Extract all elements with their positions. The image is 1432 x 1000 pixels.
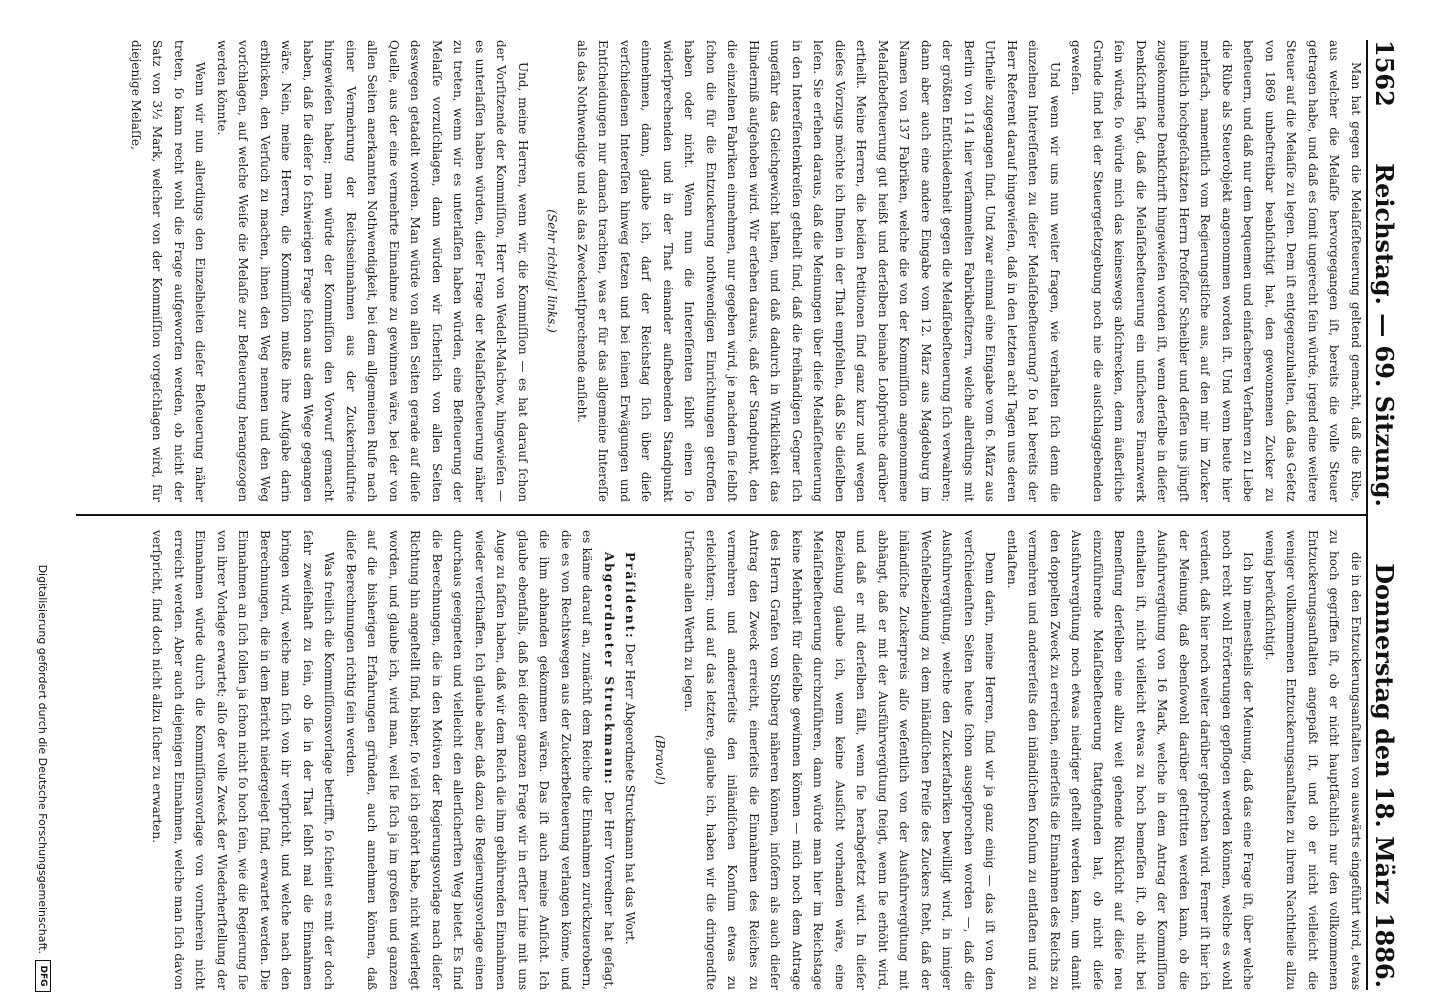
paragraph (678, 530, 1001, 990)
paragraph-text: Denn darin, meine Herren, ſind wir ja ganz einig — das iſt von den verſchiedenſten Seiten heute ſchon ausgeſprochen worden —, daß die Ausfuhrvergütung, welche den Zuckerfabriken bewilligt wird, in inniger Wechſelbeziehung zu dem inländiſchen Preiſe des Zuckers ſteht, daß der inländiſche Zuckerpreis alſo weſentlich von der Ausfuhrvergütung mit abhängt, daß er mit der Ausführvergütung ſteigt, wenn ſie erhöht wird, und daß er mit derſelben fällt, wenn ſie herabgeſetzt wird. In dieſer Beziehung glaube ich, wenn keine Ausſicht vorhanden wäre, eine Melaſſebeſteuerung durchzuführen, dann würde man hier im Reichstage keine Mehrheit für dieſelbe gewinnen können — mich noch dem Antrage des Herrn Grafen von Stolberg näheren können, inſofern als auch dieſer Antrag den Zweck erreicht, einerſeits die Einnahmen des Reiches zu vermehren und andererſeits den inländiſchen Konſum etwas zu erleichtern; und auf das letztere, glaube ich, haben wir die dringendſte Urſache allen Werth zu legen. (682, 530, 998, 990)
speaker-name: Abgeordneter Struckmann: (602, 552, 616, 786)
paragraph-text: die in den Entzuckerungsanſtalten von auswärts eingeführt wird, etwas zu hoch gegriffen iſt, ob er nicht hauptſächlich nur den vollkommenen Entzuckerungsanſtalten angepaßt iſt, und ob er nicht vielleicht die weniger vollkommenen Entzuckerungsanſtalten zu ihrem Nachtheile allzu wenig berückſichtigt. (1263, 530, 1363, 990)
paragraph-text: Wenn wir nun allerdings den Einzelheiten dieſer Beſteuerung näher treten, ſo kann recht wohl die Frage aufgeworfen werden, ob nicht der Satz von 3½ Mark, welcher von der Kommiſſion vorgeſchlagen wird, für diejenige Melaſſe, (129, 40, 208, 502)
paragraph (1065, 40, 1366, 502)
header-rule (1366, 40, 1368, 990)
remark-line (649, 530, 671, 990)
session-date: Donnerstag den 18. März 1886. (1370, 563, 1400, 988)
paragraph (1259, 530, 1367, 990)
paragraph (1001, 530, 1259, 990)
digitization-note: Digitalisierung gefördert durch die Deutsche Forschungsgemeinschaft. (36, 564, 50, 954)
paragraph-text: Man hat gegen die Melaſſeſteuerung geltend gemacht, daß die Ribe, aus welcher die Melaſſe hervorgegangen iſt, bereits die volle Steuer getragen habe, und daß es ſomit ungerecht ſein würde, irgend eine weitere Steuer auf die Melaſſe zu legen. Dem iſt entgegenzuhalten, daß das Geſetz von 1869 unbeſtreitbar beabſichtigt hat, den gewonnenen Zucker zu beſteuern, und daß nur dem bequemen und einfacheren Verfahren zu Liebe die Rübe als Steuerobjekt angenommen worden iſt. Und wenn heute hier mehrfach, namentlich vom Regierungstiſche aus, auf den mir im Zucker inhaltlich hochgeſchätzten Herrn Profeſſor Scheibler und deſſen uns jüngſt zugekommene Denkſchrift hingewieſen worden iſt, wenn derſelbe in dieſer Denkſchrift ſagt, daß die Melaſſebeſteuerung ein unſicheres Finanzwerk ſein würde, ſo würde mich das keineswegs abſchrecken, denn äußerliche Gründe ſind bei der Steuergeſetzgebung noch nie die ausſchlaggebenden geweſen. (1069, 40, 1363, 502)
speaker-name: Präſident: (623, 552, 638, 640)
paragraph-text: Der Herr Vorredner hat geſagt, es käme darauf an, zunächſt dem Reiche die Einnahmen zurückzuerobern, die es von Rechtswegen aus der Zuckerbeſteuerung verlangen könne, und die ihm abhanden gekommen wären. Das iſt auch meine Anſicht. Ich glaube ebenfalls, daß bei dieſer ganzen Frage wir in erſter Linie mit uns Auge zu faſſen haben, daß wir dem Reich die ihm gebührenden Einnahmen wieder verſchaffen. Ich glaube aber, daß dazu die Regierungsvorlage einen durchaus geeigneten und vielleicht den allerſicherſten Weg bietet. Es ſind die Berechnungen, die in den Motiven der Regierungsvorlage nach dieſer Richtung hin angeſtellt ſind, bisher, ſo viel ich gehört habe, nicht widerlegt worden, und glaube ich, wird man, weil ſie ſich ja im großen und ganzen auf die bisherigen Erfahrungen gründen, auch annehmen können, daß dieſe Berechnungen richtig ſein werden. (344, 530, 616, 990)
paragraph-text: (Bravo!) (653, 735, 667, 785)
paragraph (340, 530, 620, 990)
left-text-column (76, 40, 1366, 510)
scanned-page (20, 0, 1432, 1000)
page-header (1370, 0, 1400, 1000)
paragraph (146, 530, 340, 990)
session-title: Reichstag. — 69. Sitzung. (1370, 163, 1400, 507)
paragraph (211, 40, 534, 502)
right-text-column (76, 520, 1366, 990)
paragraph (619, 530, 641, 990)
paragraph-text: Und wenn wir uns nun weiter fragen, wie verhalten ſich denn die einzelnen Intereſſenten zu dieſer Melaſſebeſteuerung? ſo hat bereits der Herr Referent darauf hingewieſen, daß in den letzten acht Tagen uns deren Urtheile zugegangen ſind. Und zwar einmal eine Eingabe vom 6. März aus Berlin von 114 hier verſammelten Fabrikbeſitzern, welche allerdings mit der größten Entſchiedenheit gegen die Melaſſebeſteuerung ſich verwahren; dann aber auch eine andere Eingabe vom 12. März aus Magdeburg im Namen von 137 Fabriken, welche die von der Kommiſſion angenommene Melaſſebeſteuerung gut heißt und derſelben beinahe Lobſprüche darüber ertheilt. Meine Herren, die beiden Petitionen ſind ganz kurz und wegen dieſes Vorzugs möchte ich Ihnen in der That empfehlen, daß Sie dieſelben leſen. Sie erſehen daraus, daß die Meinungen über dieſe Melaſſeſteuerung in den Intereſſentenkreiſen getheilt ſind, daß die freihändigen Gegner ſich ungefähr das Gleichgewicht halten, und daß dadurch in Wirklichkeit das Hinderniß aufgehoben wird. Wir erſehen daraus, daß der Standpunkt, den die einzelnen Fabriken einnehmen, nur gegeben wird, je nachdem ſie ſelbſt ſchon die für die Entzuckerung nothwendigen Einrichtungen getroffen haben oder nicht. Wenn nun die Intereſſenten ſelbſt einen ſo widerſprechenden und in der That einander aufhebenden Standpunkt einnehmen, dann, glaube ich, darf der Reichstag ſich über dieſe verſchiedenen Intereſſen hinweg ſetzen und bei ſeinen Erwägungen und Entſcheidungen nur danach trachten, was er für das allgemeine Intereſſe als das Nothwendige und als das Zweckentſprechende anſieht. (575, 40, 1062, 502)
paragraph-text: Ich bin meinestheils der Meinung, daß das eine Frage iſt, über welche noch recht wohl Erörterungen gepflogen werden können, welche es wohl verdient, daß hier noch weiter darüber geſprochen wird. Ferner iſt hier ich der Meinung, daß ebenſowohl darüber geſtritten werden kann, ob die Ausfuhrvergütung von 16 Mark, welche in dem Antrag der Kommiſſion enthalten iſt, nicht vielleicht etwas zu hoch bemeſſen iſt, ob nicht bei Bemeſſung derſelben eine allzu weit gehende Rückſicht auf dieſe neu einzuführende Melaſſebeſteuerung ſtattgefunden hat, ob nicht dieſe Ausfuhrvergütung noch etwas niedriger geſtellt werden kann, um damit den doppelten Zweck zu erreichen, einerſeits die Einnahmen des Reichs zu vermehren und andererſeits den inländiſchen Konſum zu entlaſten und zu entlaſten. (1005, 530, 1256, 990)
paragraph (571, 40, 1066, 502)
paragraph-text: (Sehr richtig! links.) (545, 209, 560, 333)
remark-line (541, 40, 563, 502)
rotated-page-content (20, 0, 1432, 1000)
paragraph-text: Und, meine Herren, wenn wir, die Kommiſſion — es hat darauf ſchon der Vorſitzende der Kommiſſion, Herr von Wedell-Malchow, hingewieſen — es unterlaſſen haben würden, dieſer Frage der Melaſſebeſteuerung näher zu treten, wenn wir es unterlaſſen haben würden, eine Beſteuerung der Melaſſe vorzuſchlagen, dann würden wir ſicherlich von allen Seiten deswegen getadelt worden. Man würde von allen Seiten gerade auf dieſe Quelle, aus der eine vermehrte Einnahme zu gewinnen wäre, bei der von allen Seiten anerkannten Nothwendigkeit, bei dem allgemeinen Rufe nach einer Vermehrung der Reichseinnahmen aus der Zuckerinduſtrie hingewieſen haben; man würde der Kommiſſion den Vorwurf gemacht haben, daß ſie dieſer ſo ſchwierigen Frage ſchon aus dem Wege gegangen wäre. Nein, meine Herren, die Kommiſſion mußte ihre Aufgabe darin erblicken, den Verſuch zu machen, ihnen den Weg nennen und den Weg vorſchlagen, auf welche Weiſe die Melaſſe zur Beſteuerung herangezogen werden könnte. (215, 40, 530, 502)
paragraph-text: Was freilich die Kommiſſionsvorlage betrifft, ſo ſcheint es mit der doch ſehr zweifelhaft zu ſein, ob ſie in der That ſelbſt mal die Einnahmen bringen wird, welche man ſich von ihr verſpricht, und welche nach den Berechnungen, die in dem Bericht niedergelegt ſind, erwartet werden. Die Einnahmen an ſich ſollen ja ſchon nicht ſo hoch ſein, wie die Regierung ſie von ihrer Vorlage erwartet; alſo der volle Zweck der Wiederherſtellung der Einnahmen würde durch die Kommiſſionsvorlage von vornherein nicht erreicht werden. Aber auch diejenigen Einnahmen, welche man ſich davon verſpricht, ſind doch nicht allzu ſicher zu erwarten. (150, 530, 337, 990)
paragraph-text: Der Herr Abgeordnete Struckmann hat das Wort. (623, 643, 638, 945)
paragraph (125, 40, 211, 502)
digitization-footer (34, 0, 52, 1000)
page-number: 1562 (1370, 40, 1400, 107)
dfg-logo: DFG (35, 960, 51, 992)
column-divider (76, 514, 1366, 516)
